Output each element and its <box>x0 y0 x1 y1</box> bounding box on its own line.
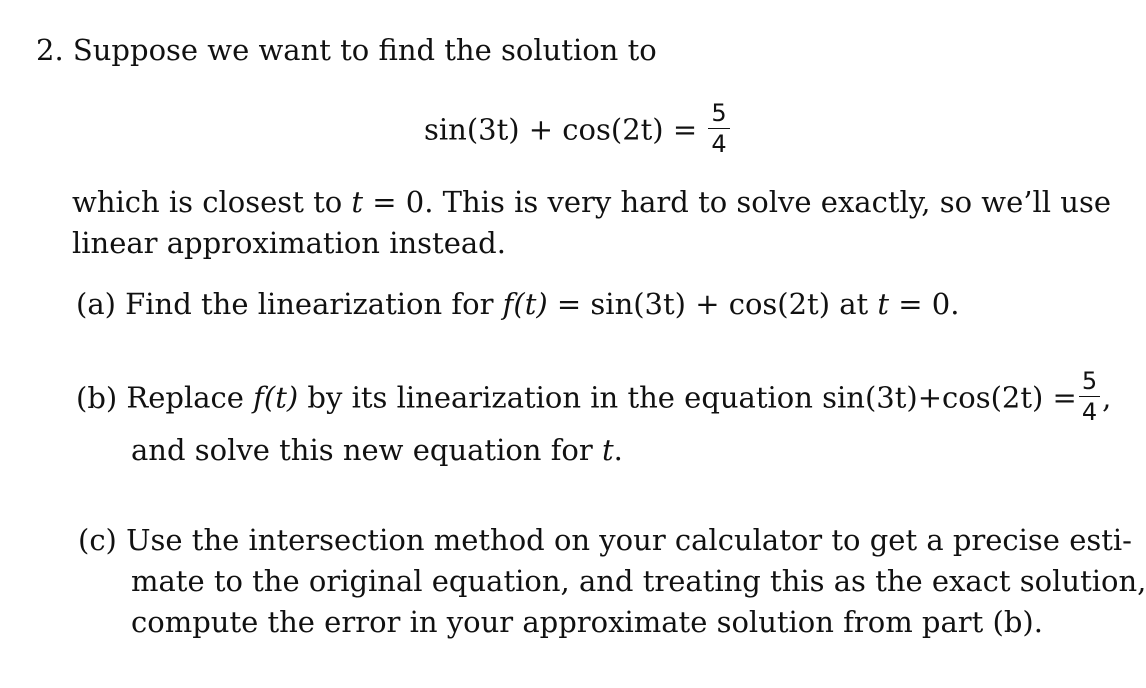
equation-lhs: sin(3t) + cos(2t) = <box>424 112 698 147</box>
part-c-text-1: Use the intersection method on your calculator to get a precise esti- <box>126 523 1132 557</box>
part-b-line-2-variable: t <box>601 433 614 467</box>
equation-fraction <box>708 101 729 156</box>
variable-t: t <box>351 185 364 219</box>
part-b-line-2-text: and solve this new equation for <box>131 433 593 467</box>
part-c-line-3 <box>131 604 1043 640</box>
part-c-label: (c) <box>78 523 117 557</box>
part-a <box>76 286 959 322</box>
main-equation <box>424 99 732 159</box>
after-text-2: linear approximation instead. <box>72 226 506 260</box>
part-c-text-3: compute the error in your approximate solution from part (b). <box>131 605 1043 639</box>
after-text-1-rest: = 0. This is very hard to solve exactly, so we’ll use <box>372 185 1111 219</box>
part-a-text-1: Find the linearization for <box>125 287 494 321</box>
after-equation-line-1 <box>72 184 1111 220</box>
part-b-comma: , <box>1102 380 1112 415</box>
problem-intro-text: Suppose we want to find the solution to <box>72 33 657 67</box>
part-b-text-1: Replace <box>126 380 244 415</box>
part-a-variable: t <box>877 287 890 321</box>
part-b-fraction <box>1079 369 1100 424</box>
part-b-fraction-denominator: 4 <box>1081 398 1098 426</box>
part-c-text-2: mate to the original equation, and treating this as the exact solution, <box>131 564 1146 598</box>
part-c-line-2 <box>131 563 1146 599</box>
problem-intro-line <box>36 32 657 68</box>
part-c-line-1 <box>78 522 1132 558</box>
part-a-text-2: = sin(3t) + cos(2t) at <box>556 287 869 321</box>
problem-number: 2. <box>36 33 64 67</box>
part-b-text-2: by its linearization in the equation sin(3t)+cos(2t) = <box>307 380 1077 415</box>
fraction-numerator: 5 <box>711 99 727 127</box>
part-b-fraction-numerator: 5 <box>1081 367 1098 395</box>
fraction-denominator: 4 <box>711 130 727 158</box>
part-a-text-3: = 0. <box>898 287 960 321</box>
part-a-function: f(t) <box>502 287 548 321</box>
part-b-label: (b) <box>76 380 118 415</box>
part-b-line-2 <box>131 432 623 468</box>
part-b-line-1 <box>76 367 1112 427</box>
part-b-fraction-bar <box>1079 396 1100 397</box>
part-b-line-2-period: . <box>613 433 623 467</box>
after-text-1: which is closest to <box>72 185 343 219</box>
part-a-label: (a) <box>76 287 116 321</box>
part-b-function: f(t) <box>253 380 299 415</box>
after-equation-line-2 <box>72 225 506 261</box>
fraction-bar <box>708 128 729 129</box>
